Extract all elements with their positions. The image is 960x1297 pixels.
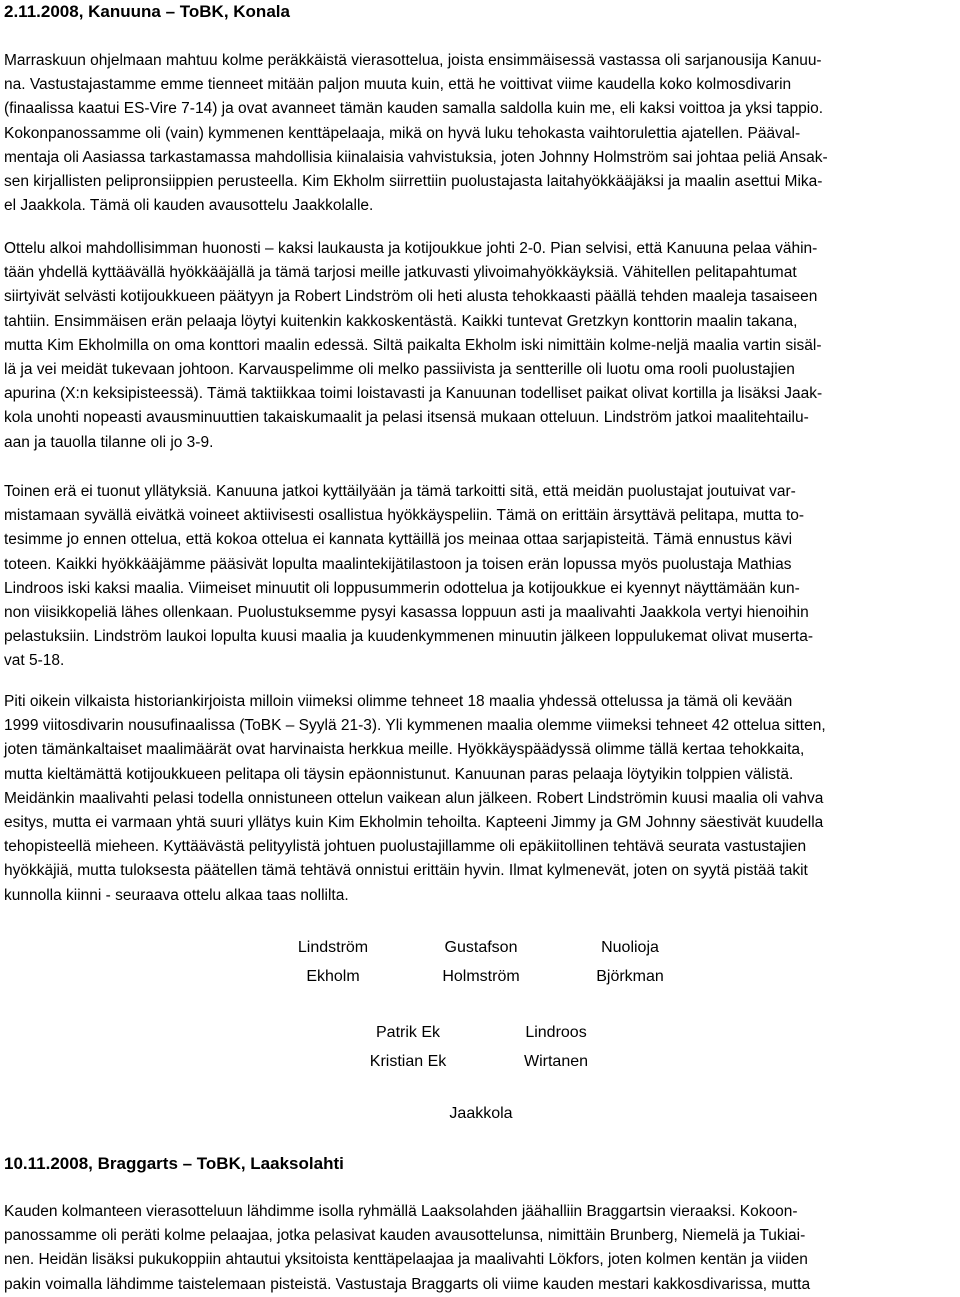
lineup-player: Lindroos (525, 1024, 587, 1041)
lineup-player: Patrik Ek (375, 1024, 441, 1041)
text-line: non viisikkopeliä lähes ollenkaan. Puolustuksemme pysyi kasassa loppuun asti ja maalivahti Jaakkola vertyi hienoihin (4, 604, 809, 622)
paragraph-second-period (4, 480, 954, 674)
text-line: hyökkäjiä, mutta tuloksesta päätellen tämä tehtävä onnistui erittäin hyvin. Ilmat kylmenevät, joten on syytä pistää takit (4, 862, 808, 880)
paragraph-summary (4, 690, 954, 908)
text-line: mutta Kim Ekholmilla on oma konttori maalin edessä. Siltä paikalta Ekholm iski nimittäin kolme-neljä maalia vartin sisäl- (4, 336, 822, 354)
text-line: mutta kieltämättä kotijoukkueen pelitapa oli täysin epäonnistunut. Kanuunan paras pelaaja löytyikin tolppien välistä. (4, 765, 794, 783)
text-line: pakin voimalla lähdimme taistelemaan pisteistä. Vastustaja Braggarts oli viime kauden mestari kakkosdivarissa, mutta (4, 1275, 811, 1293)
text-line: kunnolla kiinni - seuraava ottelu alkaa taas nollilta. (4, 886, 349, 904)
text-line: joten tämänkaltaiset maalimäärät ovat harvinaista herkkua meille. Hyökkäyspäädyssä olimme tällä kertaa tehokkaita, (4, 741, 805, 759)
text-line: tehopisteellä mieheen. Kyttäävästä pelityylistä johtuen puolustajillamme oli epäkiitollinen tehtävä seurata vastustajien (4, 838, 807, 856)
lineup-player: Kristian Ek (369, 1053, 447, 1070)
text-line: tesimme jo ennen ottelua, että kokoa ottelua ei kannata kyttäillä jos meinaa ottaa sarjapisteitä. Tämä ennustus kävi (4, 531, 793, 549)
text-line: tään yhdellä kyttäävällä hyökkääjällä ja tämä tarjosi meille jatkuvasti ylivoimahyökkäyksiä. Vähitellen pelitapahtumat (4, 264, 797, 282)
lineup-player: Nuolioja (601, 939, 659, 956)
text-line: el Jaakkola. Tämä oli kauden avausottelu Jaakkolalle. (4, 197, 374, 215)
text-line: Lindroos iski kaksi maalia. Viimeiset minuutit oli loppusummerin odottelua ja kotijoukkue ei kyennyt näyttämään kun- (4, 579, 800, 597)
text-line: na. Vastustajastamme emme tienneet mitään paljon muuta kuin, että he voittivat viime kaudella koko kolmosdivarin (4, 76, 792, 94)
text-line: Ottelu alkoi mahdollisimman huonosti – kaksi laukausta ja kotijoukkue johti 2-0. Pian selvisi, että Kanuuna pelaa vähin- (4, 240, 818, 257)
paragraph-intro (4, 49, 954, 218)
text-line: pelastuksiin. Lindström laukoi lopulta kuusi maalia ja kuudenkymmenen minuutin jälkeen loppulukemat olivat muserta- (4, 628, 814, 646)
match-heading-kanuuna: 2.11.2008, Kanuuna – ToBK, Konala (4, 2, 290, 21)
lineup-player: Ekholm (306, 968, 360, 985)
lineup-player: Björkman (596, 968, 664, 985)
text-line: siirtyivät selvästi kotijoukkueen päätyyn ja Robert Lindström oli heti alusta tehokkaasti päällä tehden maaleja tasaiseen (4, 288, 818, 306)
text-line: panossamme oli peräti kolme pelaajaa, jotka pelasivat kauden avausottelunsa, nimittäin Brunberg, Niemelä ja Tukiai- (4, 1227, 806, 1245)
text-line: vat 5-18. (4, 652, 65, 670)
text-line: mentaja oli Aasiassa tarkastamassa mahdollisia kiinalaisia vahvistuksia, joten Johnny Holmström sai johtaa peliä Ansak- (4, 148, 828, 166)
text-line: esitys, mutta ei varmaan yhtä suuri yllätys kuin Kim Ekholmin tehoilta. Kapteeni Jimmy ja GM Johnny säestivät kuudella (4, 814, 824, 832)
lineup-player: Holmström (442, 968, 520, 985)
lineup-player: Gustafson (444, 939, 518, 956)
text-line: aan ja tauolla tilanne oli jo 3-9. (4, 433, 214, 451)
text-line: Piti oikein vilkaista historiankirjoista milloin viimeksi olimme tehneet 18 maalia yhdessä ottelussa ja tämä oli kevään (4, 693, 793, 710)
text-line: 1999 viitosdivarin nousufinaalissa (ToBK – Syylä 21-3). Yli kymmenen maalia olemme viimeksi tehneet 42 ottelua sitten, (4, 717, 826, 735)
text-line: (finaalissa kaatui ES-Vire 7-14) ja ovat avanneet tämän kauden samalla saldolla kuin me, eli kaksi voittoa ja yksi tappio. (4, 100, 824, 118)
text-line: sen kirjallisten pelipronsiippien perusteella. Kim Ekholm siirrettiin puolustajasta laitahyökkääjäksi ja maalin asettui Mika- (4, 173, 823, 191)
text-line: Meidänkin maalivahti pelasi todella onnistuneen ottelun vaikean alun jälkeen. Robert Lindströmin kuusi maalia oli vahva (4, 789, 824, 807)
paragraph-braggarts-intro (4, 1200, 954, 1297)
lineup-goalie: Jaakkola (449, 1105, 513, 1122)
text-line: tahtiin. Ensimmäisen erän pelaaja löytyi kuitenkin kakkoskentästä. Kaikki tuntevat Gretzkyn konttorin maalin takana, (4, 312, 798, 330)
text-line: toteen. Kaikki hyökkääjämme pääsivät lopulta maalintekijätilastoon ja toisen erän lopussa myös puolustaja Mathias (4, 555, 792, 573)
text-line: Kauden kolmanteen vierasotteluun lähdimme isolla ryhmällä Laaksolahden jäähalliin Braggartsin vieraaksi. Kokoon- (4, 1203, 798, 1220)
text-line: Marraskuun ohjelmaan mahtuu kolme peräkkäistä vierasottelua, joista ensimmäisessä vastassa oli sarjanousija Kanuu- (4, 52, 822, 69)
text-line: apurina (X:n keksipisteessä). Tämä taktiikkaa toimi loistavasti ja Kanuunan todelliset paikat olivat kortilla ja lisäksi Jaak- (4, 385, 823, 403)
lineup-player: Lindström (297, 939, 369, 956)
match-heading-braggarts: 10.11.2008, Braggarts – ToBK, Laaksolahti (4, 1154, 344, 1173)
text-line: nen. Heidän lisäksi pukukoppiin ahtautui yksitoista kenttäpelaajaa ja maalivahti Lökfors, joten kolmen kentän ja viiden (4, 1251, 808, 1269)
paragraph-first-period (4, 237, 954, 455)
text-line: Kokonpanossamme oli (vain) kymmenen kenttäpelaaja, mikä on hyvä luku tehokasta vaihtorulettia ajatellen. Pääval- (4, 124, 801, 142)
text-line: lä ja vei meidät tukevaan johtoon. Karvauspelimme oli melko passiivista ja sentterille oli luotu oma rooli puolustajien (4, 361, 795, 379)
text-line: kola unohti nopeasti avausminuuttien takaiskumaalit ja pelasi itsensä mukaan otteluun. Lindström jatkoi maalitehtailu- (4, 409, 809, 427)
text-line: Toinen erä ei tuonut yllätyksiä. Kanuuna jatkoi kyttäilyään ja tämä tarkoitti sitä, että meidän puolustajat joutuivat var- (4, 483, 796, 500)
text-line: mistamaan syvällä eivätkä voineet aktiivisesti osallistua hyökkäyspeliin. Tämä on erittäin ärsyttävä pelitapa, mutta to- (4, 507, 805, 525)
lineup-player: Wirtanen (523, 1053, 589, 1070)
